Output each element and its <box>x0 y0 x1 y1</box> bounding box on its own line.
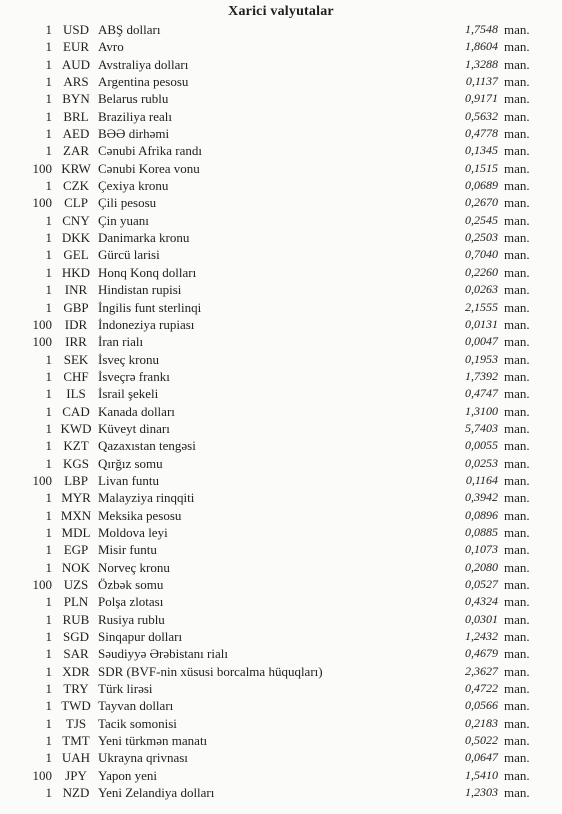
row-exchange-rate: 0,5022 <box>465 733 498 748</box>
row-currency-name: Qazaxıstan tengəsi <box>98 438 196 454</box>
row-currency-code: GBP <box>63 299 89 315</box>
row-unit: man. <box>504 698 530 714</box>
row-quantity: 1 <box>45 91 52 107</box>
table-row <box>0 437 562 454</box>
table-row <box>0 489 562 506</box>
row-currency-name: Cənubi Afrika randı <box>98 143 202 159</box>
row-currency-code: EUR <box>63 39 89 55</box>
row-exchange-rate: 0,2670 <box>465 195 498 210</box>
row-unit: man. <box>504 195 530 211</box>
table-row <box>0 767 562 784</box>
row-unit: man. <box>504 91 530 107</box>
row-unit: man. <box>504 386 530 402</box>
row-quantity: 1 <box>45 351 52 367</box>
row-currency-name: ABŞ dolları <box>98 22 161 37</box>
row-unit: man. <box>504 577 530 592</box>
row-exchange-rate: 0,4722 <box>465 681 498 696</box>
row-exchange-rate: 0,4747 <box>465 386 498 401</box>
table-row <box>0 697 562 714</box>
row-exchange-rate: 0,0263 <box>465 282 498 297</box>
row-currency-code: IRR <box>65 334 87 350</box>
row-currency-name: Livan funtu <box>98 472 160 488</box>
table-row <box>0 472 562 489</box>
row-unit: man. <box>504 74 530 90</box>
table-row <box>0 73 562 90</box>
row-quantity: 1 <box>45 438 52 454</box>
row-quantity: 1 <box>45 594 52 610</box>
row-exchange-rate: 0,1164 <box>465 472 498 487</box>
row-unit: man. <box>504 351 530 367</box>
row-currency-code: NZD <box>62 785 90 801</box>
row-quantity: 1 <box>45 126 52 142</box>
row-currency-name: Braziliya realı <box>98 108 172 124</box>
table-row <box>0 160 562 177</box>
table-row <box>0 246 562 263</box>
table-row <box>0 663 562 680</box>
table-row <box>0 403 562 420</box>
row-currency-code: PLN <box>63 594 89 610</box>
row-exchange-rate: 1,3288 <box>465 56 498 71</box>
row-currency-name: Qırğız somu <box>98 455 163 471</box>
row-unit: man. <box>504 143 530 159</box>
table-row <box>0 38 562 55</box>
row-exchange-rate: 1,2432 <box>465 629 498 644</box>
row-unit: man. <box>504 368 530 384</box>
row-unit: man. <box>504 455 530 471</box>
row-unit: man. <box>504 472 530 488</box>
row-quantity: 1 <box>45 403 52 419</box>
table-row <box>0 593 562 610</box>
row-quantity: 1 <box>45 629 52 645</box>
row-currency-code: SEK <box>63 351 89 367</box>
table-row <box>0 56 562 73</box>
row-exchange-rate: 0,0896 <box>465 507 498 522</box>
row-currency-name: İsveç kronu <box>98 351 160 367</box>
row-unit: man. <box>504 524 530 540</box>
row-exchange-rate: 2,1555 <box>465 299 498 314</box>
row-currency-name: Honq Konq dolları <box>98 264 197 280</box>
row-quantity: 1 <box>45 22 52 37</box>
row-currency-name: Malayziya rinqqiti <box>98 490 195 506</box>
row-unit: man. <box>504 230 530 246</box>
row-quantity: 100 <box>32 195 52 211</box>
row-quantity: 1 <box>45 420 52 436</box>
row-quantity: 1 <box>45 368 52 384</box>
row-currency-code: KRW <box>61 160 91 176</box>
row-currency-name: İsveçrə frankı <box>98 368 170 384</box>
table-row <box>0 541 562 558</box>
row-currency-name: Yeni Zelandiya dolları <box>98 785 215 801</box>
row-currency-name: Küveyt dinarı <box>98 420 170 436</box>
table-row <box>0 732 562 749</box>
currency-rate-table <box>0 21 562 801</box>
row-exchange-rate: 0,0253 <box>465 455 498 470</box>
row-exchange-rate: 5,7403 <box>465 420 498 435</box>
row-quantity: 1 <box>45 455 52 471</box>
row-unit: man. <box>504 438 530 454</box>
row-currency-name: Avro <box>98 39 124 55</box>
row-currency-code: BYN <box>62 91 90 107</box>
row-quantity: 1 <box>45 733 52 749</box>
row-exchange-rate: 0,1073 <box>465 542 498 557</box>
table-row <box>0 299 562 316</box>
row-quantity: 1 <box>45 39 52 55</box>
row-currency-code: LBP <box>64 472 88 488</box>
row-currency-code: BRL <box>63 108 89 124</box>
table-row <box>0 628 562 645</box>
row-exchange-rate: 0,1345 <box>465 143 498 158</box>
table-row <box>0 264 562 281</box>
table-row <box>0 576 562 593</box>
row-currency-name: Gürcü larisi <box>98 247 160 263</box>
row-unit: man. <box>504 507 530 523</box>
row-quantity: 1 <box>45 74 52 90</box>
row-unit: man. <box>504 629 530 645</box>
table-row <box>0 420 562 437</box>
row-currency-name: Yeni türkmən manatı <box>98 733 208 749</box>
row-currency-code: IDR <box>64 316 88 332</box>
row-exchange-rate: 0,3942 <box>465 490 498 505</box>
row-quantity: 1 <box>45 143 52 159</box>
table-row <box>0 368 562 385</box>
row-currency-code: AUD <box>61 56 91 72</box>
row-unit: man. <box>504 22 530 37</box>
row-unit: man. <box>504 160 530 176</box>
row-quantity: 1 <box>45 264 52 280</box>
row-currency-code: SAR <box>63 646 89 662</box>
row-currency-code: GEL <box>63 247 89 263</box>
row-currency-name: Norveç kronu <box>98 559 170 575</box>
row-unit: man. <box>504 39 530 55</box>
table-row <box>0 281 562 298</box>
row-currency-code: UAH <box>61 750 91 766</box>
row-quantity: 1 <box>45 646 52 662</box>
table-row <box>0 90 562 107</box>
row-currency-code: RUB <box>62 611 90 627</box>
row-currency-name: İngilis funt sterlinqi <box>98 299 202 315</box>
row-quantity: 1 <box>45 490 52 506</box>
page-title: Xarici valyutalar <box>228 4 334 19</box>
row-exchange-rate: 0,0647 <box>465 750 498 765</box>
row-exchange-rate: 1,7392 <box>465 368 498 383</box>
table-row <box>0 524 562 541</box>
row-exchange-rate: 0,4778 <box>465 126 498 141</box>
row-currency-name: Misir funtu <box>98 542 157 558</box>
table-row <box>0 333 562 350</box>
row-quantity: 1 <box>45 386 52 402</box>
row-exchange-rate: 0,2080 <box>465 559 498 574</box>
row-currency-code: CHF <box>63 368 89 384</box>
row-unit: man. <box>504 282 530 298</box>
row-quantity: 1 <box>45 212 52 228</box>
table-row <box>0 316 562 333</box>
table-row <box>0 645 562 662</box>
row-exchange-rate: 0,9171 <box>465 91 498 106</box>
row-currency-code: XDR <box>62 663 90 679</box>
row-currency-code: DKK <box>61 230 91 246</box>
row-quantity: 1 <box>45 56 52 72</box>
row-quantity: 1 <box>45 681 52 697</box>
table-row <box>0 142 562 159</box>
row-unit: man. <box>504 247 530 263</box>
row-unit: man. <box>504 785 530 801</box>
row-currency-code: EGP <box>63 542 89 558</box>
row-unit: man. <box>504 108 530 124</box>
row-currency-code: TMT <box>62 733 90 749</box>
row-quantity: 1 <box>45 698 52 714</box>
row-unit: man. <box>504 403 530 419</box>
row-quantity: 1 <box>45 247 52 263</box>
row-quantity: 100 <box>32 767 52 783</box>
row-currency-name: Rusiya rublu <box>98 611 165 627</box>
row-quantity: 1 <box>45 542 52 558</box>
row-exchange-rate: 1,3100 <box>465 403 498 418</box>
row-currency-code: CLP <box>64 195 88 211</box>
row-unit: man. <box>504 316 530 332</box>
table-row <box>0 21 562 38</box>
table-row <box>0 177 562 194</box>
row-quantity: 100 <box>32 577 52 592</box>
row-quantity: 1 <box>45 230 52 246</box>
row-currency-code: SGD <box>62 629 89 645</box>
row-currency-name: Çin yuanı <box>98 212 149 228</box>
row-unit: man. <box>504 56 530 72</box>
row-quantity: 1 <box>45 507 52 523</box>
row-currency-name: Kanada dolları <box>98 403 175 419</box>
table-row <box>0 611 562 628</box>
row-exchange-rate: 0,0885 <box>465 524 498 539</box>
row-unit: man. <box>504 490 530 506</box>
row-unit: man. <box>504 715 530 731</box>
row-currency-name: Yapon yeni <box>98 767 157 783</box>
row-exchange-rate: 0,2260 <box>465 264 498 279</box>
row-currency-name: Moldova leyi <box>98 524 168 540</box>
row-unit: man. <box>504 264 530 280</box>
row-exchange-rate: 0,0527 <box>465 577 498 591</box>
row-unit: man. <box>504 334 530 350</box>
row-currency-name: Meksika pesosu <box>98 507 182 523</box>
row-currency-code: KWD <box>60 420 92 436</box>
row-quantity: 1 <box>45 611 52 627</box>
row-currency-name: İsrail şekeli <box>98 386 159 402</box>
table-row <box>0 749 562 766</box>
row-currency-code: MXN <box>60 507 92 523</box>
row-currency-name: Belarus rublu <box>98 91 169 107</box>
table-row <box>0 784 562 801</box>
row-currency-name: Türk lirəsi <box>98 681 153 697</box>
row-currency-code: TRY <box>63 681 89 697</box>
row-currency-code: CAD <box>62 403 90 419</box>
row-currency-code: ILS <box>66 386 86 402</box>
row-currency-name: Danimarka kronu <box>98 230 190 246</box>
row-currency-name: SDR (BVF-nin xüsusi borcalma hüquqları) <box>98 663 323 679</box>
row-unit: man. <box>504 767 530 783</box>
row-exchange-rate: 0,5632 <box>465 108 498 123</box>
row-exchange-rate: 0,7040 <box>465 247 498 262</box>
row-currency-code: JPY <box>65 767 87 783</box>
row-unit: man. <box>504 750 530 766</box>
table-row <box>0 680 562 697</box>
row-currency-code: CZK <box>63 178 89 194</box>
row-exchange-rate: 1,8604 <box>465 39 498 54</box>
row-unit: man. <box>504 594 530 610</box>
row-quantity: 1 <box>45 715 52 731</box>
row-exchange-rate: 0,4324 <box>465 594 498 609</box>
row-exchange-rate: 0,2183 <box>465 715 498 730</box>
row-unit: man. <box>504 212 530 228</box>
row-quantity: 1 <box>45 178 52 194</box>
row-exchange-rate: 0,0131 <box>465 316 498 331</box>
row-quantity: 100 <box>32 334 52 350</box>
row-exchange-rate: 0,2545 <box>465 212 498 227</box>
row-unit: man. <box>504 663 530 679</box>
row-currency-code: INR <box>64 282 88 298</box>
row-currency-code: KGS <box>62 455 89 471</box>
table-row <box>0 351 562 368</box>
row-quantity: 100 <box>32 472 52 488</box>
row-exchange-rate: 0,0055 <box>465 438 498 453</box>
row-currency-name: Hindistan rupisi <box>98 282 182 298</box>
row-currency-name: Avstraliya dolları <box>98 56 189 72</box>
table-row <box>0 385 562 402</box>
row-exchange-rate: 1,7548 <box>465 22 498 36</box>
row-unit: man. <box>504 420 530 436</box>
row-currency-name: İran rialı <box>98 334 144 350</box>
table-row <box>0 194 562 211</box>
row-exchange-rate: 0,1137 <box>465 74 498 89</box>
row-unit: man. <box>504 178 530 194</box>
row-quantity: 1 <box>45 299 52 315</box>
row-currency-code: NOK <box>61 559 91 575</box>
table-row <box>0 212 562 229</box>
row-currency-name: Polşa zlotası <box>98 594 164 610</box>
row-unit: man. <box>504 681 530 697</box>
row-currency-code: TJS <box>65 715 87 731</box>
row-currency-name: Tayvan dolları <box>98 698 174 714</box>
row-currency-name: Ukrayna qrivnası <box>98 750 188 766</box>
row-currency-name: İndoneziya rupiası <box>98 316 195 332</box>
row-currency-name: Çexiya kronu <box>98 178 169 194</box>
row-exchange-rate: 0,1953 <box>465 351 498 366</box>
row-exchange-rate: 0,0301 <box>465 611 498 626</box>
row-currency-code: ZAR <box>63 143 89 159</box>
table-row <box>0 559 562 576</box>
row-currency-name: Sinqapur dolları <box>98 629 183 645</box>
row-quantity: 1 <box>45 559 52 575</box>
row-exchange-rate: 2,3627 <box>465 663 498 678</box>
row-currency-code: MYR <box>61 490 91 506</box>
table-row <box>0 125 562 142</box>
row-exchange-rate: 0,0047 <box>465 334 498 349</box>
row-exchange-rate: 0,2503 <box>465 230 498 245</box>
row-quantity: 1 <box>45 663 52 679</box>
row-unit: man. <box>504 542 530 558</box>
row-exchange-rate: 1,5410 <box>465 767 498 782</box>
row-currency-code: CNY <box>62 212 90 228</box>
row-quantity: 1 <box>45 108 52 124</box>
row-currency-code: ARS <box>63 74 89 90</box>
row-exchange-rate: 1,2303 <box>465 785 498 800</box>
row-currency-name: Səudiyyə Ərəbistanı rialı <box>98 646 228 662</box>
row-currency-code: AED <box>62 126 90 142</box>
table-row <box>0 507 562 524</box>
row-exchange-rate: 0,4679 <box>465 646 498 661</box>
row-currency-code: MDL <box>61 524 91 540</box>
row-unit: man. <box>504 611 530 627</box>
row-currency-code: TWD <box>61 698 91 714</box>
row-currency-code: HKD <box>61 264 91 280</box>
row-exchange-rate: 0,0566 <box>465 698 498 713</box>
row-quantity: 1 <box>45 785 52 801</box>
row-unit: man. <box>504 126 530 142</box>
table-row <box>0 715 562 732</box>
row-unit: man. <box>504 559 530 575</box>
row-exchange-rate: 0,1515 <box>465 160 498 175</box>
row-currency-name: BƏƏ dirhəmi <box>98 126 170 142</box>
row-quantity: 100 <box>32 316 52 332</box>
row-unit: man. <box>504 299 530 315</box>
row-quantity: 1 <box>45 282 52 298</box>
row-currency-code: KZT <box>63 438 89 454</box>
row-exchange-rate: 0,0689 <box>465 178 498 193</box>
row-currency-name: Cənubi Korea vonu <box>98 160 200 176</box>
row-quantity: 1 <box>45 750 52 766</box>
row-quantity: 100 <box>32 160 52 176</box>
row-currency-name: Özbək somu <box>98 577 164 592</box>
row-unit: man. <box>504 733 530 749</box>
row-quantity: 1 <box>45 524 52 540</box>
row-currency-name: Tacik somonisi <box>98 715 177 731</box>
table-row <box>0 108 562 125</box>
row-unit: man. <box>504 646 530 662</box>
row-currency-name: Çili pesosu <box>98 195 157 211</box>
table-row <box>0 455 562 472</box>
table-row <box>0 229 562 246</box>
row-currency-code: UZS <box>63 577 89 592</box>
row-currency-code: USD <box>62 22 89 37</box>
row-currency-name: Argentina pesosu <box>98 74 189 90</box>
